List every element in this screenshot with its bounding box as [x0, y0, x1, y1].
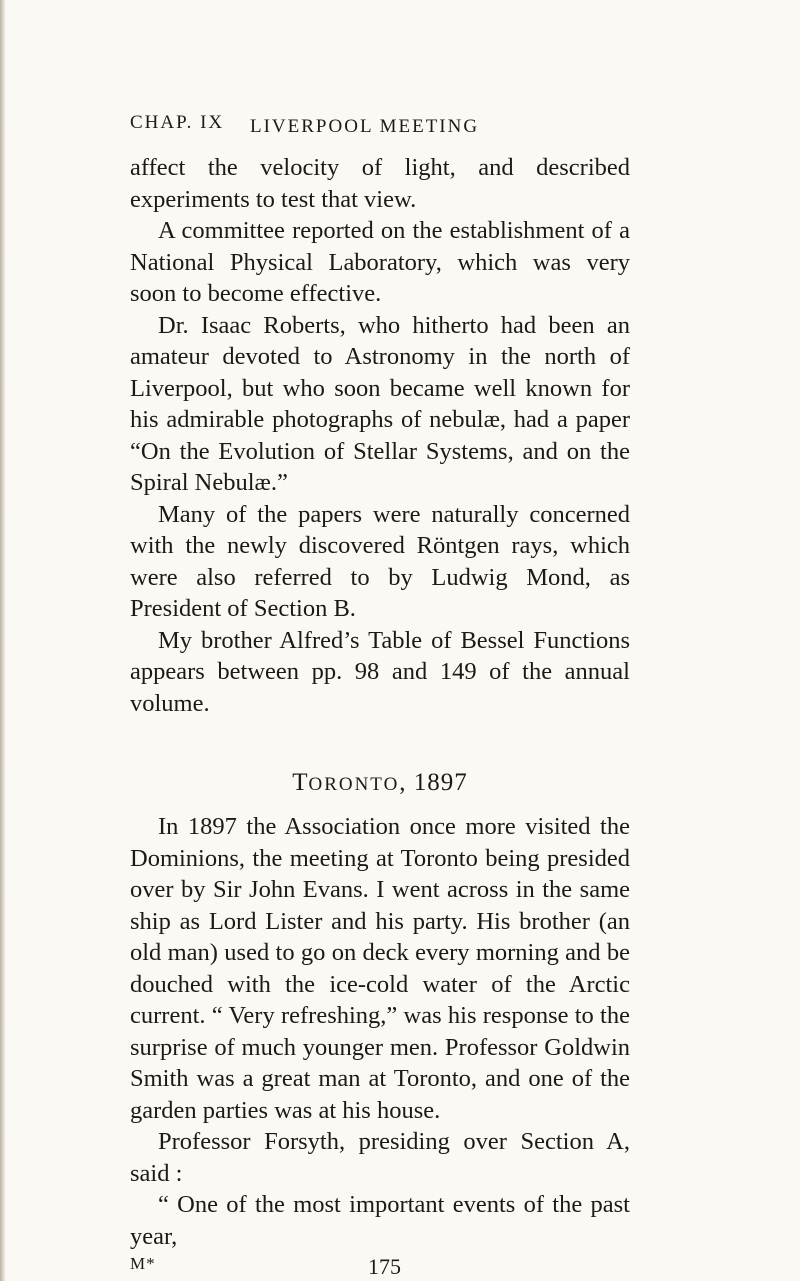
paragraph-rontgen: Many of the papers were naturally concerned with the newly discovered Röntgen rays, which were also referred to by Ludwig Mond, as President of Section B. [130, 500, 630, 622]
section-heading-initial: T [292, 769, 309, 796]
paragraph-toronto: In 1897 the Association once more visited the Dominions, the meeting at Toronto being presided over by Sir John Evans. I went across in the same ship as Lord Lister and his party. His brother (an old man) used to go on deck every morning and be douched with the ice-cold water of the Arctic current. “ Very refreshing,” was his response to the surprise of much younger men. Professor Goldwin Smith was a great man at Toronto, and one of the garden parties was at his house. [130, 813, 630, 1124]
paragraph-quote: “ One of the most important events of the past year, [130, 1191, 630, 1250]
paragraph-continuation: affect the velocity of light, and described experiments to test that view. [130, 154, 630, 213]
book-spine-edge [0, 0, 6, 1281]
running-header [130, 112, 630, 152]
chapter-label: CHAP. IX [130, 112, 225, 133]
page-footer [130, 1254, 630, 1281]
signature-mark: M* [130, 1254, 156, 1273]
running-title: LIVERPOOL MEETING [250, 116, 480, 137]
section-heading [130, 769, 630, 797]
section-heading-year: , 1897 [399, 769, 468, 796]
page-number: 175 [368, 1254, 401, 1279]
paragraph-committee: A committee reported on the establishment of a National Physical Laboratory, which was very soon to become effective. [130, 217, 630, 307]
paragraph-forsyth: Professor Forsyth, presiding over Section A, said : [130, 1128, 630, 1187]
book-page [130, 112, 630, 1281]
paragraph-roberts: Dr. Isaac Roberts, who hitherto had been an amateur devoted to Astronomy in the north of Liverpool, but who soon became well known for his admirable photographs of nebulæ, had a paper “On the Evolution of Stellar Systems, and on the Spiral Nebulæ.” [130, 311, 630, 496]
paragraph-bessel: My brother Alfred’s Table of Bessel Functions appears between pp. 98 and 149 of the annual volume. [130, 626, 630, 717]
section-heading-word: ORONTO [308, 774, 400, 795]
